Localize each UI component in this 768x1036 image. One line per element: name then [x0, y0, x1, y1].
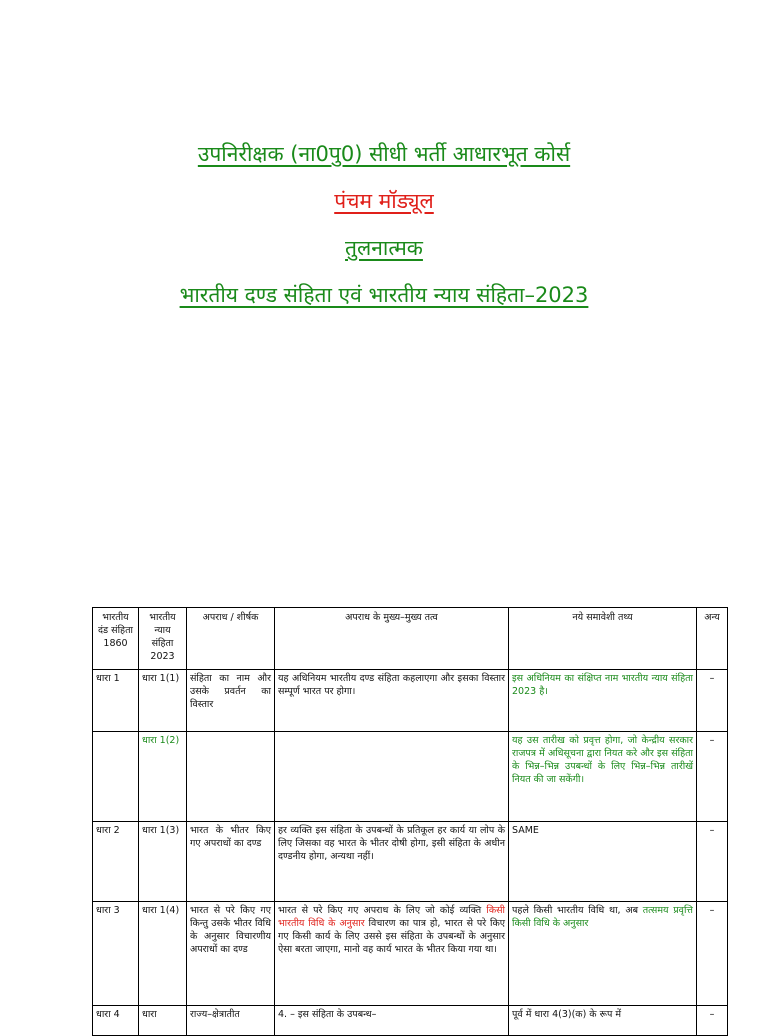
codes-title: भारतीय दण्ड संहिता एवं भारतीय न्याय संहिता–2023: [179, 283, 589, 307]
bns-section: धारा 1(2): [139, 732, 187, 822]
elements-text-end: विचारण का पात्र हो, भारत से परे किए गए किसी कार्य के लिए उससे इस संहिता के उपबन्धों के अनुसार ऐसा बरता जाएगा, मानो वह कार्य भारत के भीतर किया गया था।: [278, 918, 505, 955]
ipc-section: धारा 3: [93, 902, 139, 1006]
table-row: [93, 732, 728, 822]
ipc-section: धारा 4: [93, 1006, 139, 1036]
other: –: [697, 1006, 728, 1036]
other: –: [697, 670, 728, 732]
header-ipc-label: भारतीय दंड संहिता: [98, 612, 133, 636]
comparison-table: [92, 607, 728, 1036]
offence-elements: 4. – इस संहिता के उपबन्ध–: [275, 1006, 509, 1036]
document-titles: [0, 142, 768, 330]
ipc-section: [93, 732, 139, 822]
offence-title: संहिता का नाम और उसके प्रवर्तन का विस्तार: [187, 670, 275, 732]
table-row: [93, 822, 728, 902]
bns-section: धारा 1(3): [139, 822, 187, 902]
offence-elements: हर व्यक्ति इस संहिता के उपबन्धों के प्रतिकूल हर कार्य या लोप के लिए जिसका वह भारत के भीतर दोषी होगा, इसी संहिता के अधीन दण्डनीय होगा, अन्यथा नहीं।: [275, 822, 509, 902]
ipc-section: धारा 2: [93, 822, 139, 902]
header-bns-year: 2023: [150, 651, 175, 662]
new-facts: पूर्व में धारा 4(3)(क) के रूप में: [509, 1006, 697, 1036]
table-row: [93, 670, 728, 732]
header-ipc-year: 1860: [103, 638, 128, 649]
header-bns-label: भारतीय न्याय संहिता: [149, 612, 176, 649]
offence-elements: [275, 902, 509, 1006]
ipc-section: धारा 1: [93, 670, 139, 732]
elements-highlight: किसी भारतीय विधि के अनुसार: [278, 905, 505, 929]
new-facts: [509, 902, 697, 1006]
offence-title: राज्य–क्षेत्रातीत: [187, 1006, 275, 1036]
offence-title: भारत के भीतर किए गए अपराधों का दण्ड: [187, 822, 275, 902]
new-facts: यह उस तारीख को प्रवृत्त होगा, जो केन्द्रीय सरकार राजपत्र में अधिसूचना द्वारा नियत करे और इस संहिता के भिन्न–भिन्न उपबन्धों के लिए भिन्न–भिन्न तारीखें नियत की जा सकेंगी।: [509, 732, 697, 822]
course-title: उपनिरीक्षक (ना0पु0) सीधी भर्ती आधारभूत कोर्स: [197, 142, 571, 166]
table-header-row: [93, 608, 728, 670]
module-title: पंचम मॉड्यूल: [334, 189, 434, 213]
new-facts-text: पहले किसी भारतीय विधि था, अब: [512, 905, 643, 916]
comparative-title: तुलनात्मक: [345, 236, 423, 260]
offence-elements: यह अधिनियम भारतीय दण्ड संहिता कहलाएगा और इसका विस्तार सम्पूर्ण भारत पर होगा।: [275, 670, 509, 732]
new-facts: इस अधिनियम का संक्षिप्त नाम भारतीय न्याय संहिता 2023 है।: [509, 670, 697, 732]
table-row: [93, 1006, 728, 1036]
header-ipc: [93, 608, 139, 670]
table-row: [93, 902, 728, 1006]
offence-title: [187, 732, 275, 822]
header-offence: अपराध / शीर्षक: [187, 608, 275, 670]
header-bns: [139, 608, 187, 670]
bns-section: धारा 1(1): [139, 670, 187, 732]
other: –: [697, 902, 728, 1006]
header-elements: अपराध के मुख्य–मुख्य तत्व: [275, 608, 509, 670]
bns-section: धारा 1(4): [139, 902, 187, 1006]
header-new-facts: नये समावेशी तथ्य: [509, 608, 697, 670]
bns-section: धारा: [139, 1006, 187, 1036]
elements-text-start: भारत से परे किए गए अपराध के लिए जो कोई व्यक्ति: [278, 905, 487, 916]
offence-elements: [275, 732, 509, 822]
new-facts-highlight: तत्समय प्रवृत्ति किसी विधि के अनुसार: [512, 905, 693, 929]
header-other: अन्य: [697, 608, 728, 670]
other: –: [697, 822, 728, 902]
other: –: [697, 732, 728, 822]
offence-title: भारत से परे किए गए किन्तु उसके भीतर विधि के अनुसार विचारणीय अपराधों का दण्ड: [187, 902, 275, 1006]
new-facts: SAME: [509, 822, 697, 902]
